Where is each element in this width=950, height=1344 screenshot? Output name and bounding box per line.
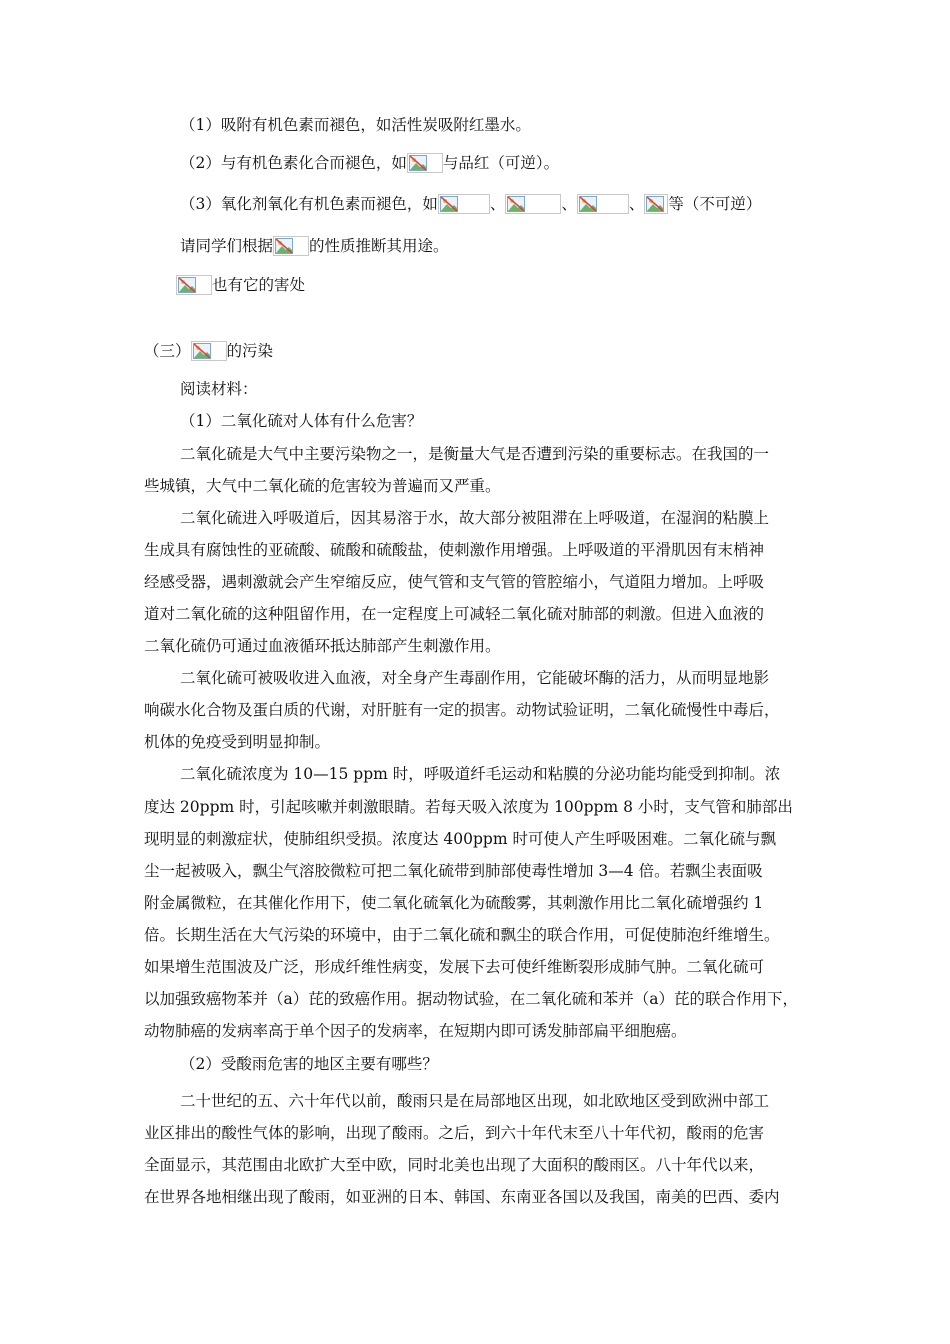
list-item-1-text: （1）吸附有机色素而褪色，如活性炭吸附红墨水。 [180,116,531,134]
paragraph-line: 尘一起被吸入，飘尘气溶胶微粒可把二氧化硫带到肺部使毒性增加 3—4 倍。若飘尘表面吸 [144,862,763,880]
paragraph-line: 在世界各地相继出现了酸雨，如亚洲的日本、韩国、东南亚各国以及我国，南美的巴西、委内 [144,1188,780,1206]
paragraph-line: 二氧化硫可被吸收进入血液，对全身产生毒副作用，它能破坏酶的活力，从而明显地影 [180,669,770,687]
broken-image-icon [407,153,443,173]
paragraph-line: 附金属微粒，在其催化作用下，使二氧化硫氧化为硫酸雾，其刺激作用比二氧化硫增强约 1 [144,894,764,912]
paragraph-line: 现明显的刺激症状，使肺组织受损。浓度达 400ppm 时可使人产生呼吸困难。二氧化硫与飘 [144,830,776,848]
paragraph-line: 二氧化硫是大气中主要污染物之一，是衡量大气是否遭到污染的重要标志。在我国的一 [180,445,770,463]
list-item-3-text-b: 等（不可逆） [668,195,762,213]
question-1: （1）二氧化硫对人体有什么危害？ [180,412,423,430]
deduce-text-a: 请同学们根据 [180,237,274,255]
section-heading-a: （三） [144,342,191,360]
paragraph-line: 生成具有腐蚀性的亚硫酸、硫酸和硫酸盐，使刺激作用增强。上呼吸道的平滑肌因有末梢神 [144,541,765,559]
paragraph-line: 二氧化硫进入呼吸道后，因其易溶于水，故大部分被阻滞在上呼吸道，在湿润的粘膜上 [180,509,770,527]
harm-text: 也有它的害处 [212,276,306,294]
paragraph-line: 度达 20ppm 时，引起咳嗽并刺激眼睛。若每天吸入浓度为 100ppm 8 小时，支气管和肺部出 [144,798,793,816]
section-heading-b: 的污染 [226,342,274,360]
paragraph-line: 业区排出的酸性气体的影响，出现了酸雨。之后，到六十年代末至八十年代初，酸雨的危害 [144,1124,765,1142]
paragraph-line: 全面显示，其范围由北欧扩大至中欧，同时北美也出现了大面积的酸雨区。八十年代以来， [144,1156,765,1174]
broken-image-icon [176,275,212,295]
question-2: （2）受酸雨危害的地区主要有哪些？ [180,1055,438,1073]
deduce-text-b: 的性质推断其用途。 [309,237,449,255]
section-heading [144,341,273,361]
paragraph-line: 道对二氧化硫的这种阻留作用，在一定程度上可减轻二氧化硫对肺部的刺激。但进入血液的 [144,605,765,623]
paragraph-line: 如果增生范围波及广泛，形成纤维性病变，发展下去可使纤维断裂形成肺气肿。二氧化硫可 [144,958,765,976]
harm-line [176,275,305,295]
reading-label: 阅读材料： [180,380,258,398]
paragraph-line: 动物肺癌的发病率高于单个因子的发病率，在短期内即可诱发肺部扁平细胞癌。 [144,1022,687,1040]
separator: 、 [628,195,645,213]
list-item-3-text-a: （3）氧化剂氧化有机色素而褪色，如 [180,195,438,213]
broken-image-icon [273,236,309,256]
list-item-3 [180,194,761,214]
paragraph-line: 机体的免疫受到明显抑制。 [144,733,331,751]
paragraph-line: 以加强致癌物苯并（a）芘的致癌作用。据动物试验，在二氧化硫和苯并（a）芘的联合作用下， [144,990,798,1008]
paragraph-line: 倍。长期生活在大气污染的环境中，由于二氧化硫和飘尘的联合作用，可促使肺泡纤维增生。 [144,926,780,944]
paragraph-line: 二氧化硫浓度为 10—15 ppm 时，呼吸道纤毛运动和粘膜的分泌功能均能受到抑制。浓 [180,765,781,783]
broken-image-icon [438,194,490,214]
paragraph-line: 二氧化硫仍可通过血液循环抵达肺部产生刺激作用。 [144,637,501,655]
broken-image-icon [191,341,227,361]
separator: 、 [489,195,506,213]
broken-image-icon [577,194,629,214]
list-item-2-text-a: （2）与有机色素化合而褪色，如 [180,154,407,172]
list-item-2 [180,153,559,173]
separator: 、 [561,195,577,213]
paragraph-line: 些城镇，大气中二氧化硫的危害较为普遍而又严重。 [144,477,501,495]
list-item-1 [180,115,531,135]
paragraph-line: 响碳水化合物及蛋白质的代谢，对肝脏有一定的损害。动物试验证明，二氧化硫慢性中毒后， [144,701,780,719]
broken-image-icon [644,194,668,214]
paragraph-line: 经感受器，遇刺激就会产生窄缩反应，使气管和支气管的管腔缩小，气道阻力增加。上呼吸 [144,573,765,591]
deduce-line [180,236,449,256]
list-item-2-text-b: 与品红（可逆）。 [442,154,560,172]
paragraph-line: 二十世纪的五、六十年代以前，酸雨只是在局部地区出现，如北欧地区受到欧洲中部工 [180,1092,770,1110]
broken-image-icon [505,194,561,214]
